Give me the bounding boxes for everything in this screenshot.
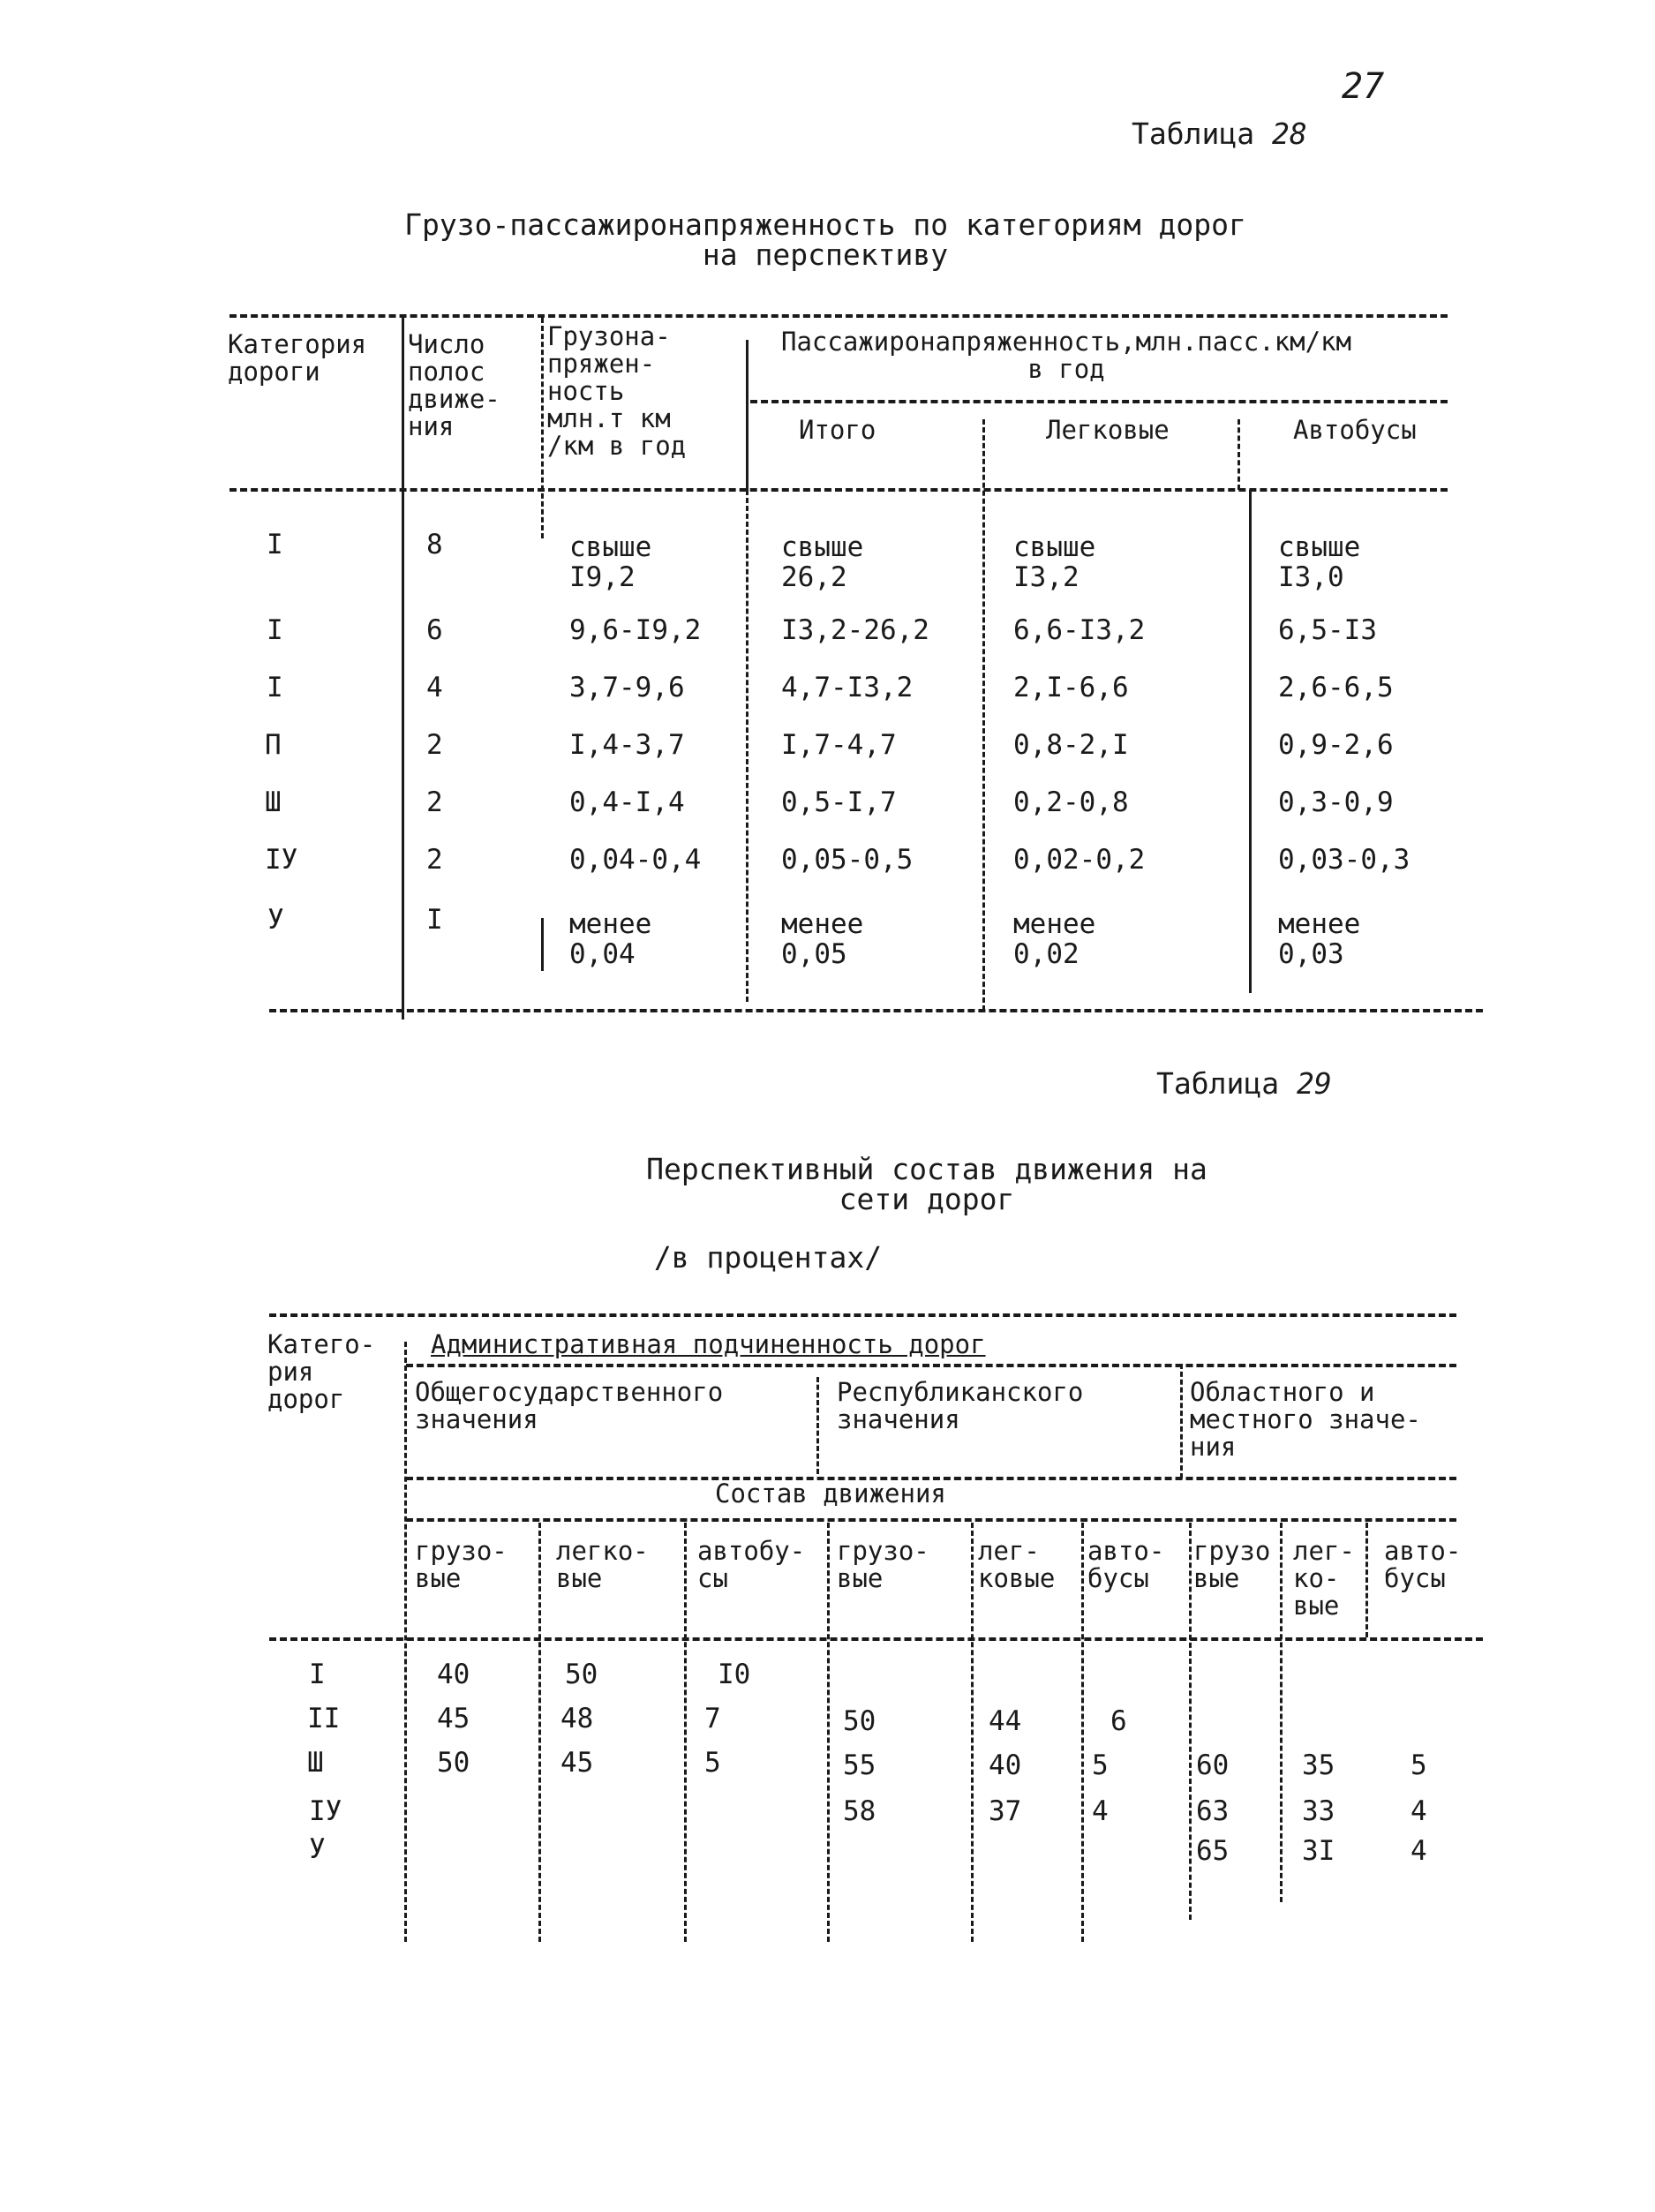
cell-value: 55 [843,1749,876,1781]
cell-value: 58 [843,1795,876,1827]
cell-category: IУ [265,844,298,876]
cell-category: П [265,729,282,761]
table-rule [406,1364,1456,1367]
cell-category: I [267,529,283,561]
header-composition: Состав движения [715,1478,946,1509]
table-number: 28 [1271,117,1307,151]
cell-freight: свыше I9,2 [569,531,652,593]
cell-value: 33 [1302,1795,1335,1827]
column-divider [1189,1523,1192,1920]
subheader-republic-buses: авто- бусы [1087,1536,1165,1593]
cell-value: 50 [565,1659,598,1690]
header-freight: Грузона- пряжен- ность млн.т км /км в год [547,321,687,461]
header-passenger-group: Пассажиронапряженность,млн.пасс.км/км в год [781,327,1352,384]
cell-value: 40 [989,1749,1022,1781]
column-divider [816,1377,819,1474]
cell-lanes: 2 [426,729,443,761]
cell-buses: менее 0,03 [1278,908,1361,970]
column-divider [827,1523,830,1942]
cell-total: свыше 26,2 [781,531,864,593]
cell-buses: 0,03-0,3 [1278,844,1411,876]
page-number: 27 [1342,66,1385,107]
table-28-title-line1: Грузо-пассажиронапряженность по категориям дорог [404,207,1246,242]
header-lanes: Число полос движе- ния [408,329,500,441]
cell-buses: 0,3-0,9 [1278,786,1394,818]
cell-buses: 2,6-6,5 [1278,672,1394,703]
cell-total: 0,5-I,7 [781,786,897,818]
cell-lanes: 2 [426,786,443,818]
subheader-national-buses: автобу- сы [697,1536,806,1593]
cell-cars: свыше I3,2 [1013,531,1096,593]
table-number: 29 [1296,1066,1332,1101]
cell-buses: 0,9-2,6 [1278,729,1394,761]
cell-value: 65 [1196,1835,1230,1867]
cell-value: 7 [704,1703,721,1734]
column-divider [746,490,749,1002]
header-buses: Автобусы [1293,415,1417,445]
table-rule [269,1637,1483,1641]
header-group-republic: Республиканского значения [837,1377,1084,1434]
table-29-title-line2: сети дорог [839,1182,1015,1216]
column-divider [541,918,544,971]
table-label-word: Таблица [1156,1066,1280,1101]
cell-value: 5 [704,1747,721,1779]
cell-value: 3I [1302,1835,1335,1867]
column-divider [541,318,544,538]
table-rule [269,1009,1483,1012]
subheader-regional-buses: авто- бусы [1384,1536,1462,1593]
table-rule [406,1518,1456,1522]
table-29-subtitle: /в процентах/ [653,1240,883,1275]
header-category: Категория дороги [228,329,367,387]
cell-freight: 0,04-0,4 [569,844,702,876]
cell-value: 63 [1196,1795,1230,1827]
subheader-regional-cars: лег- ко- вые [1293,1536,1355,1621]
cell-cars: 6,6-I3,2 [1013,614,1146,646]
column-divider [1280,1523,1283,1902]
table-29-label [1156,1066,1332,1101]
column-divider [538,1523,541,1942]
header-admin: Административная подчиненность дорог [431,1329,986,1359]
header-total: Итого [799,415,876,445]
cell-value: 4 [1411,1835,1427,1867]
subheader-republic-cars: лег- ковые [978,1536,1056,1593]
table-label-word: Таблица [1132,117,1255,151]
table-rule [750,400,1448,403]
cell-value: 5 [1411,1749,1427,1781]
cell-value: 44 [989,1705,1022,1737]
subheader-regional-freight: грузо вые [1193,1536,1271,1593]
column-divider [1365,1523,1368,1637]
cell-freight: 9,6-I9,2 [569,614,702,646]
cell-category: I [309,1659,326,1690]
cell-lanes: I [426,904,443,936]
subheader-republic-freight: грузо- вые [837,1536,929,1593]
header-group-regional: Областного и местного значе- ния [1190,1377,1421,1462]
column-divider [402,318,404,1019]
table-rule [229,314,1448,318]
header-cars: Легковые [1046,415,1170,445]
cell-lanes: 8 [426,529,443,561]
cell-category: У [309,1833,326,1865]
cell-freight: 0,4-I,4 [569,786,685,818]
cell-value: 45 [560,1747,594,1779]
column-divider [982,419,985,1011]
cell-lanes: 2 [426,844,443,876]
column-divider [684,1523,687,1942]
cell-value: 5 [1092,1749,1109,1781]
cell-value: I0 [718,1659,751,1690]
cell-value: 48 [560,1703,594,1734]
cell-buses: свыше I3,0 [1278,531,1361,593]
cell-category: I [267,672,283,703]
cell-lanes: 6 [426,614,443,646]
table-29-title-line1: Перспективный состав движения на [646,1152,1207,1186]
cell-value: 6 [1110,1705,1127,1737]
cell-total: 4,7-I3,2 [781,672,914,703]
cell-lanes: 4 [426,672,443,703]
subheader-national-cars: легко- вые [556,1536,649,1593]
cell-category: IУ [309,1795,342,1827]
column-divider [1081,1523,1084,1942]
cell-cars: 0,2-0,8 [1013,786,1129,818]
cell-value: 60 [1196,1749,1230,1781]
cell-value: 35 [1302,1749,1335,1781]
cell-cars: 0,8-2,I [1013,729,1129,761]
cell-total: 0,05-0,5 [781,844,914,876]
cell-freight: I,4-3,7 [569,729,685,761]
cell-category: I [267,614,283,646]
cell-total: менее 0,05 [781,908,864,970]
subheader-national-freight: грузо- вые [415,1536,508,1593]
cell-freight: 3,7-9,6 [569,672,685,703]
column-divider [971,1523,974,1942]
column-divider [1237,419,1240,490]
cell-cars: 0,02-0,2 [1013,844,1146,876]
cell-category: У [267,904,284,936]
table-28-title-line2: на перспективу [702,237,949,272]
cell-value: 50 [437,1747,470,1779]
table-rule [229,488,1448,492]
header-category: Катего- рия дорог [267,1329,376,1414]
cell-category: Ш [265,786,282,818]
cell-value: 4 [1411,1795,1427,1827]
column-divider [1249,490,1252,993]
cell-category: Ш [307,1747,324,1779]
cell-total: I3,2-26,2 [781,614,929,646]
column-divider [746,340,749,490]
cell-total: I,7-4,7 [781,729,897,761]
cell-value: 50 [843,1705,876,1737]
cell-value: 40 [437,1659,470,1690]
table-rule [269,1313,1456,1317]
column-divider [1180,1364,1183,1478]
cell-value: 4 [1092,1795,1109,1827]
table-28-label [1132,117,1307,151]
cell-value: 45 [437,1703,470,1734]
cell-cars: менее 0,02 [1013,908,1096,970]
cell-category: II [307,1703,341,1734]
cell-freight: менее 0,04 [569,908,652,970]
column-divider [404,1342,407,1942]
header-group-national: Общегосударственного значения [415,1377,724,1434]
cell-cars: 2,I-6,6 [1013,672,1129,703]
cell-value: 37 [989,1795,1022,1827]
cell-buses: 6,5-I3 [1278,614,1377,646]
